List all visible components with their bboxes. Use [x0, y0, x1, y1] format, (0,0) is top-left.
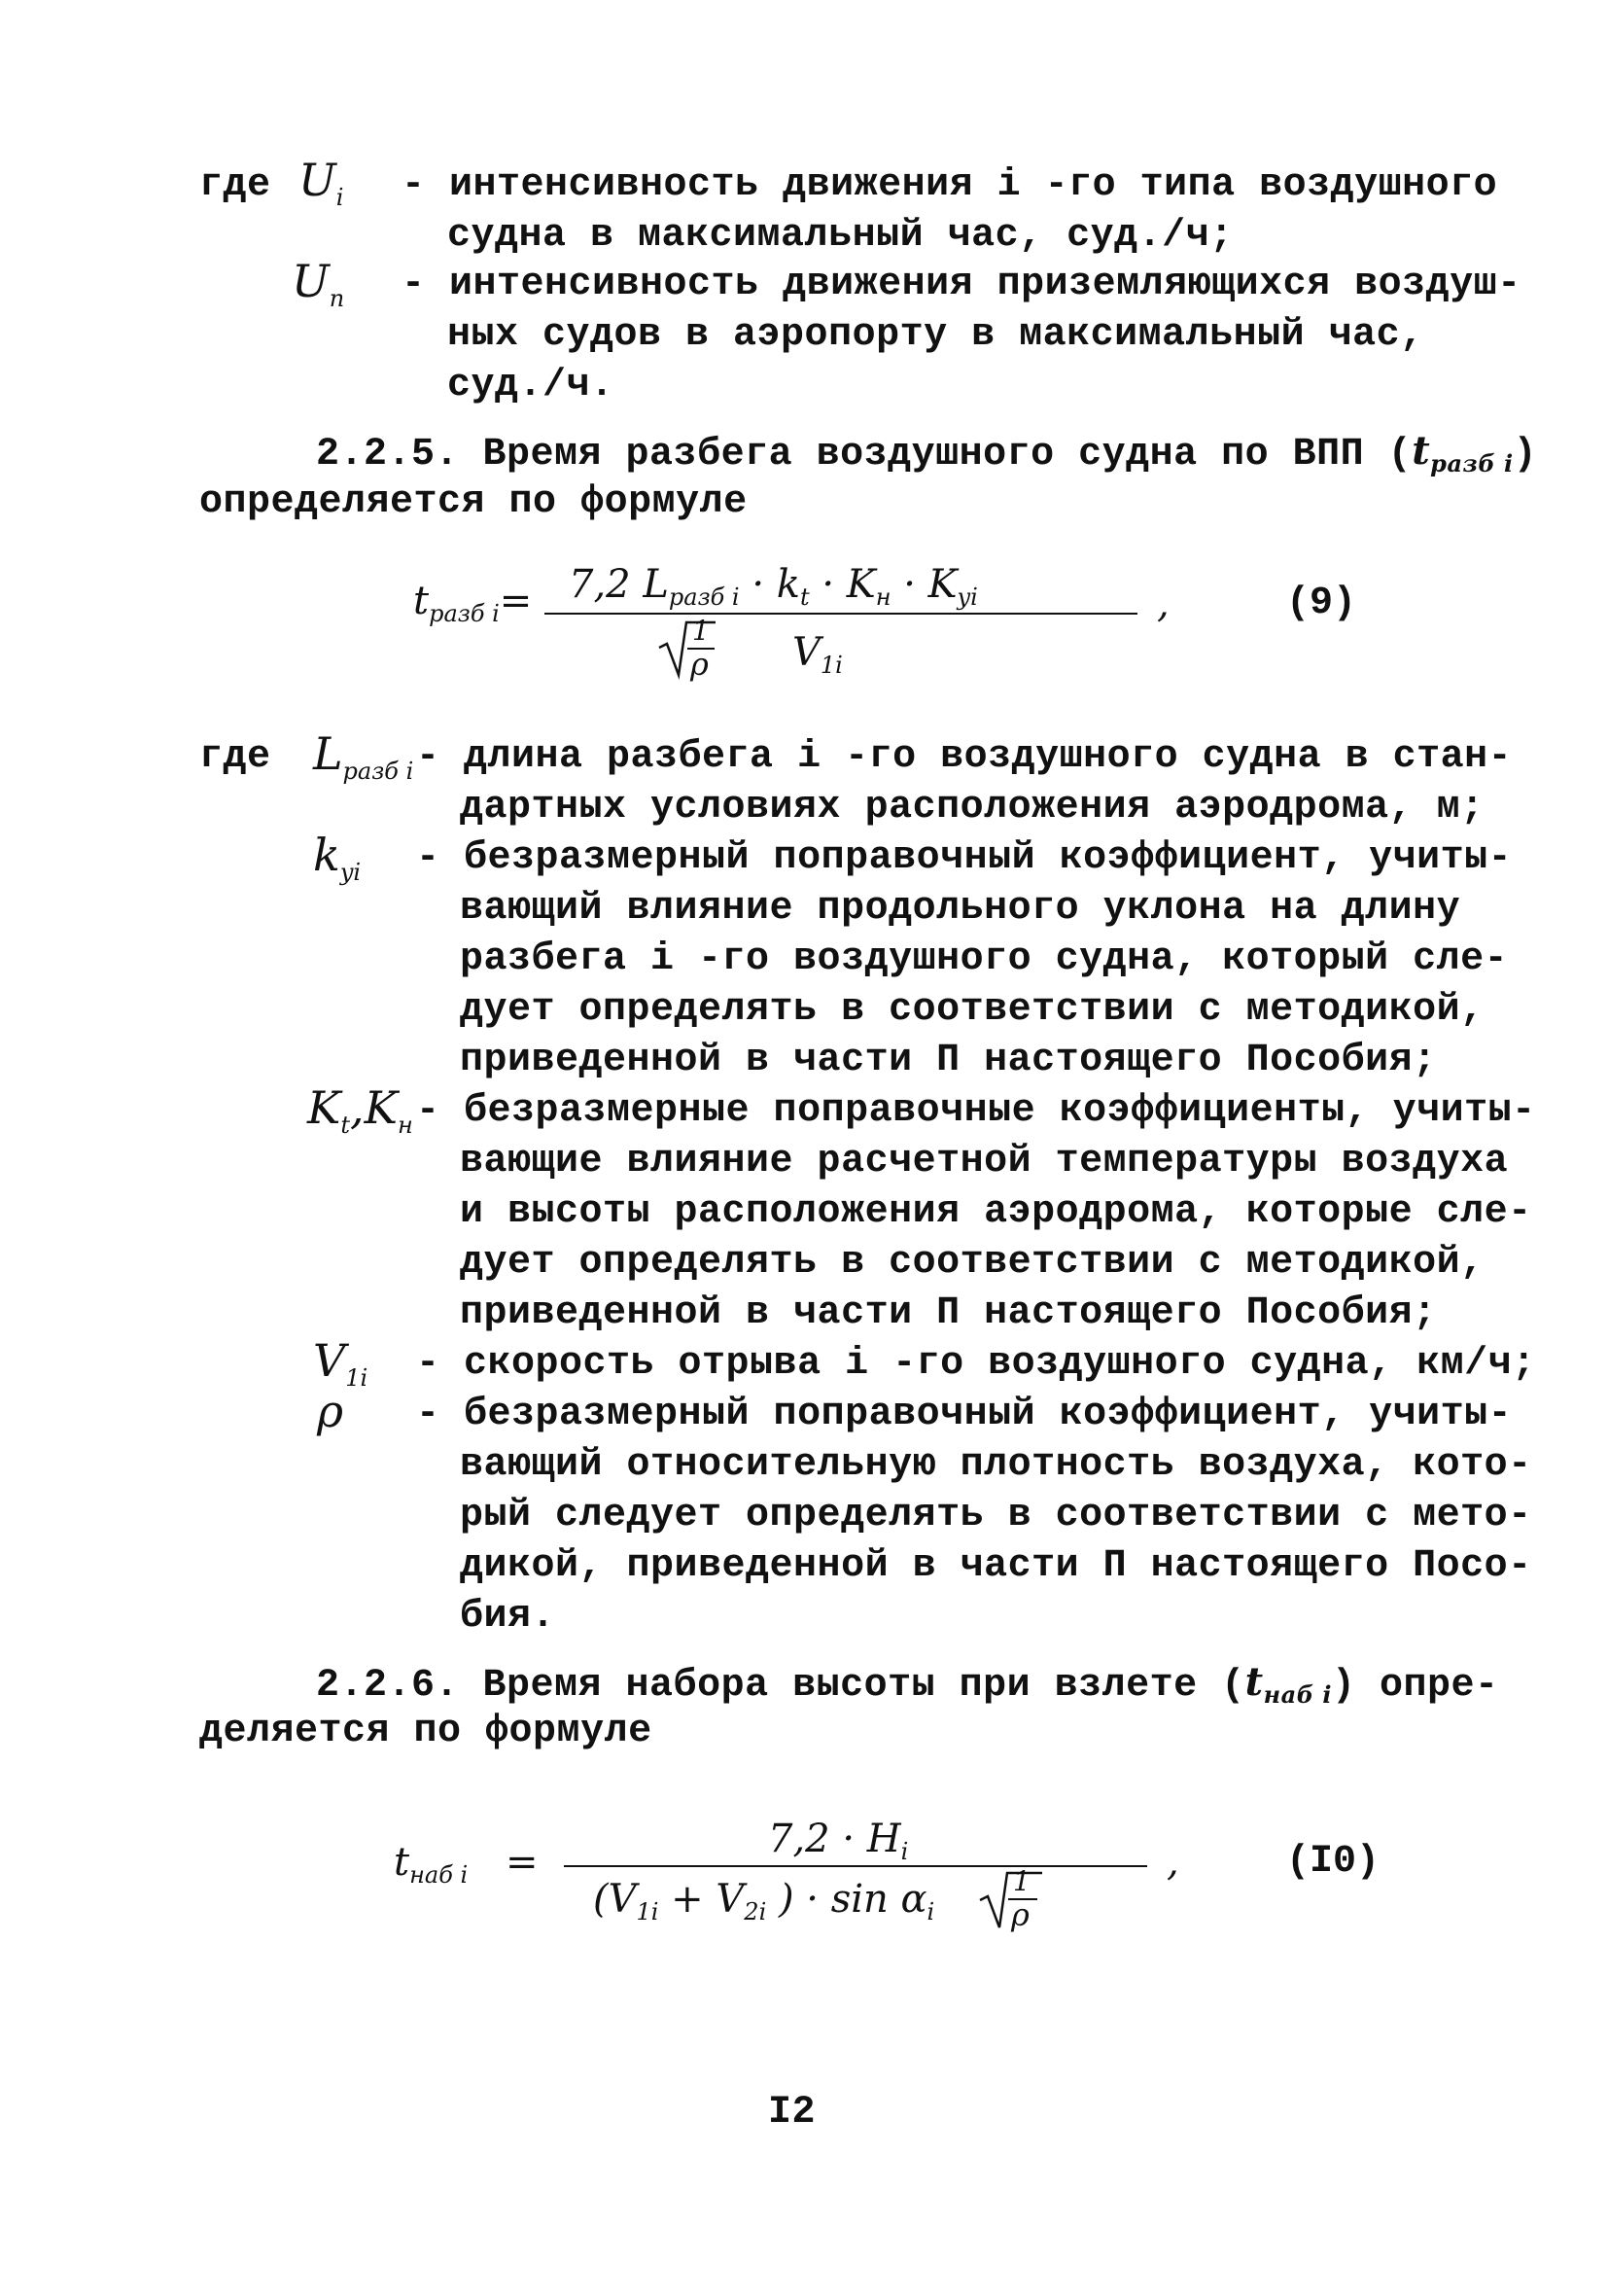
- symbol-un: $U_n$: [292, 255, 345, 312]
- symbol-kt-kn: $K_t,K_н$: [307, 1081, 413, 1139]
- para-226-line-2: деляется по формуле: [199, 1710, 652, 1753]
- def-rho-line-3: рый следует определять в соответствии с мето-: [460, 1494, 1532, 1537]
- def-v1i-line-1: - скорость отрыва i -го воздушного судна, км/ч;: [416, 1342, 1536, 1386]
- formula-10-number: (I0): [1286, 1840, 1381, 1884]
- gde-label-2: где: [199, 735, 271, 779]
- def-kyi-line-2: вающий влияние продольного уклона на длину: [460, 887, 1461, 931]
- formula-9-lhs: $t_{разб i}=$: [413, 579, 533, 627]
- formula-10-denominator: ($V_{1i} + V_{2i}$ ) · $\sin \alpha_i$: [593, 1877, 935, 1925]
- symbol-ui: $U_i$: [298, 154, 344, 211]
- para-225-symbol: $t_{разб i}$: [1412, 428, 1514, 477]
- page-number: I2: [768, 2091, 817, 2135]
- formula-9-fraction-bar: [544, 613, 1137, 615]
- def-rho-line-4: дикой, приведенной в части П настоящего Посо-: [460, 1544, 1532, 1588]
- def-kt-line-2: вающие влияние расчетной температуры воздуха: [460, 1140, 1509, 1183]
- def-kt-line-3: и высоты расположения аэродрома, которые сле-: [460, 1190, 1532, 1234]
- def-kt-line-4: дует определять в соответствии с методикой,: [460, 1241, 1485, 1285]
- symbol-v1i: $V_{1i}$: [313, 1334, 368, 1392]
- para-225-line-1: 2.2.5. Время разбега воздушного судна по ВПП $(t_{разб i})$: [316, 428, 1538, 477]
- formula-10-numerator: $7,2 \cdot H_i$: [768, 1817, 909, 1865]
- gde-label-1: где: [199, 163, 271, 207]
- formula-10-fraction-bar: [564, 1865, 1147, 1867]
- formula-9-root-rho: ρ: [690, 646, 709, 683]
- def-un-line-3: суд./ч.: [447, 364, 614, 407]
- para-225-line-2: определяется по формуле: [199, 480, 748, 524]
- def-ui-line-2: судна в максимальный час, суд./ч;: [447, 214, 1234, 258]
- def-rho-line-5: бия.: [460, 1595, 556, 1639]
- formula-10-equals: =: [506, 1840, 539, 1885]
- def-kyi-line-4: дует определять в соответствии с методикой,: [460, 988, 1485, 1032]
- def-rho-line-2: вающий относительную плотность воздуха, кото-: [460, 1443, 1532, 1487]
- def-kyi-line-1: - безразмерный поправочный коэффициент, учиты-: [416, 836, 1513, 880]
- formula-9-numerator: 7,2 $L_{разб i} \cdot k_t \cdot K_н \cdot K_{yi}$: [569, 562, 978, 611]
- def-un-line-1: - интенсивность движения приземляющихся воздуш-: [402, 263, 1521, 306]
- def-kyi-line-5: приведенной в части П настоящего Пособия;: [460, 1039, 1437, 1082]
- para-226-symbol: $t_{наб i}$: [1244, 1659, 1332, 1709]
- symbol-rho: ρ: [317, 1385, 344, 1437]
- formula-9-number: (9): [1286, 582, 1357, 625]
- def-kt-line-1: - безразмерные поправочные коэффициенты, учиты-: [416, 1089, 1536, 1133]
- def-un-line-2: ных судов в аэропорту в максимальный час,: [447, 313, 1424, 357]
- formula-9-root-numerator: 1: [692, 615, 710, 647]
- formula-10-root-numerator: 1: [1013, 1865, 1031, 1897]
- def-lrazb-line-2: дартных условиях расположения аэродрома, м;: [460, 786, 1485, 830]
- def-ui-line-1: - интенсивность движения i -го типа воздушного: [402, 163, 1498, 207]
- formula-10-lhs: $t_{наб i}$: [394, 1840, 469, 1889]
- formula-9-comma: ,: [1157, 582, 1170, 626]
- symbol-l-razb: $L_{разб i}$: [313, 727, 414, 785]
- symbol-kyi: $k_{yi}$: [313, 829, 362, 886]
- def-kyi-line-3: разбега i -го воздушного судна, который сле-: [460, 937, 1509, 981]
- para-226-line-1: 2.2.6. Время набора высоты при взлете $(t_{наб i})$ опре-: [316, 1659, 1499, 1709]
- def-rho-line-1: - безразмерный поправочный коэффициент, учиты-: [416, 1393, 1513, 1436]
- formula-9-denominator-v: $V_{1i}$: [792, 630, 843, 679]
- def-kt-line-5: приведенной в части П настоящего Пособия;: [460, 1291, 1437, 1335]
- formula-10-comma: ,: [1167, 1840, 1179, 1885]
- formula-10-root-rho: ρ: [1011, 1896, 1030, 1933]
- def-lrazb-line-1: - длина разбега i -го воздушного судна в стан-: [416, 735, 1513, 779]
